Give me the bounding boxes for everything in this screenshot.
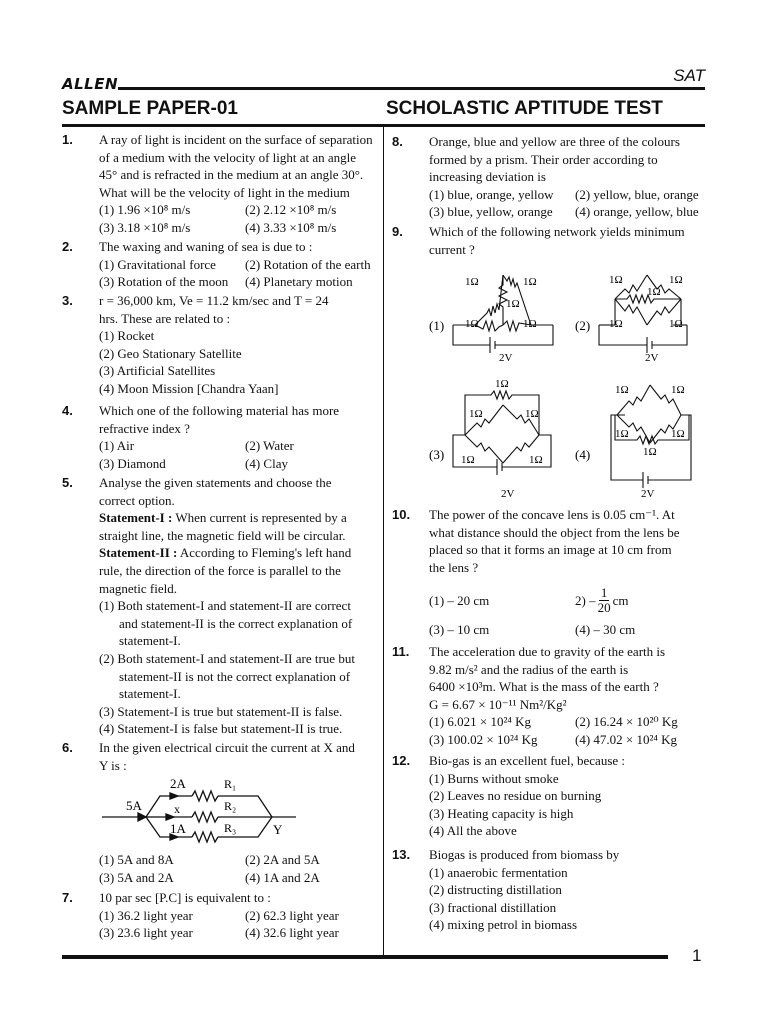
option: (1) Rocket xyxy=(99,328,155,344)
question-text: A ray of light is incident on the surface of separation xyxy=(99,132,373,147)
option: (3) 5A and 2A xyxy=(99,869,174,885)
current-label: 5A xyxy=(126,798,142,813)
option: (1) Burns without smoke xyxy=(429,770,559,786)
option: (4) Clay xyxy=(245,455,288,471)
question-number: 4. xyxy=(62,403,73,418)
exam-badge: SAT xyxy=(673,66,705,85)
option: (2) Rotation of the earth xyxy=(245,256,371,272)
option: (2) distructing distillation xyxy=(429,882,562,898)
statement-text: rule, the direction of the force is parallel to the xyxy=(99,562,341,578)
option: (1) – 20 cm xyxy=(429,593,490,609)
resistor-label: 1Ω xyxy=(506,298,520,310)
option: (4) Statement-I is false but statement-II is true. xyxy=(99,721,343,737)
question-1 xyxy=(62,131,375,237)
option: (4) Planetary motion xyxy=(245,274,353,290)
option: (1) Air xyxy=(99,438,135,454)
option: (1) 6.021 × 10²⁴ Kg xyxy=(429,714,532,730)
question-text: increasing deviation is xyxy=(429,169,546,185)
question-number: 1. xyxy=(62,132,73,147)
option: (3) fractional distillation xyxy=(429,899,557,915)
option-fraction xyxy=(575,586,705,615)
current-label: 2A xyxy=(170,776,186,791)
column-divider xyxy=(383,127,384,957)
current-label: 1A xyxy=(170,821,186,836)
resistor-label: R₃ xyxy=(224,821,237,835)
resistor-label: 1Ω xyxy=(609,274,623,286)
resistor-label: 1Ω xyxy=(615,428,629,440)
question-9 xyxy=(392,223,705,258)
question-text: Bio-gas is an excellent fuel, because : xyxy=(429,753,626,768)
question-text: current ? xyxy=(429,241,475,257)
resistor-label: R₂ xyxy=(224,799,237,813)
question-text: 9.82 m/s² and the radius of the earth is xyxy=(429,661,629,677)
question-5 xyxy=(62,474,375,738)
option: (3) 3.18 ×10⁸ m/s xyxy=(99,219,191,235)
battery-label: 2V xyxy=(641,488,655,500)
option: (3) 23.6 light year xyxy=(99,925,193,941)
resistor-label: 1Ω xyxy=(669,274,683,286)
node-label: x xyxy=(174,802,180,816)
question-number: 13. xyxy=(392,847,411,862)
question-text: The waxing and waning of sea is due to : xyxy=(99,239,313,254)
statement-text: According to Fleming's left hand xyxy=(179,545,352,561)
question-text: Which of the following network yields minimum xyxy=(429,224,685,239)
option: (2) yellow, blue, orange xyxy=(575,186,699,202)
footer-rule xyxy=(62,955,668,959)
resistor-label: 1Ω xyxy=(615,384,629,396)
option: (4) mixing petrol in biomass xyxy=(429,917,578,933)
resistor-label: 1Ω xyxy=(671,384,685,396)
option: (4) 47.02 × 10²⁴ Kg xyxy=(575,731,678,747)
question-number: 2. xyxy=(62,239,73,254)
question-text: hrs. These are related to : xyxy=(99,310,231,326)
resistor-label: 1Ω xyxy=(495,378,509,390)
question-number: 12. xyxy=(392,753,411,768)
node-label: Y xyxy=(273,822,283,837)
test-title: SCHOLASTIC APTITUDE TEST xyxy=(386,98,663,119)
resistor-label: 1Ω xyxy=(529,454,543,466)
fraction-denominator: 20 xyxy=(597,600,611,616)
option: (4) Moon Mission [Chandra Yaan] xyxy=(99,380,279,396)
battery-label: 2V xyxy=(499,352,513,364)
question-10 xyxy=(392,506,705,639)
resistor-label: 1Ω xyxy=(523,276,537,288)
resistor-label: 1Ω xyxy=(465,318,479,330)
question-number: 3. xyxy=(62,293,73,308)
battery-label: 2V xyxy=(501,488,515,500)
option: statement-I. xyxy=(119,633,181,649)
question-text: The power of the concave lens is 0.05 cm⁻¹. At xyxy=(429,507,675,522)
option: statement-II is not the correct explanation of xyxy=(119,668,351,684)
resistor-label: 1Ω xyxy=(465,276,479,288)
question-number: 9. xyxy=(392,224,403,239)
parallel-circuit-diagram xyxy=(100,774,300,844)
question-8 xyxy=(392,133,705,221)
option: (2) 2.12 ×10⁸ m/s xyxy=(245,202,337,218)
question-number: 5. xyxy=(62,475,73,490)
resistor-label: 1Ω xyxy=(525,408,539,420)
header-rule xyxy=(118,87,705,90)
resistor-label: 1Ω xyxy=(671,428,685,440)
paper-title: SAMPLE PAPER-01 xyxy=(62,98,238,119)
option: (3) – 10 cm xyxy=(429,622,490,638)
option-label: (1) xyxy=(429,318,445,333)
question-number: 8. xyxy=(392,134,403,149)
option: (3) Diamond xyxy=(99,455,166,471)
option: (3) Artificial Satellites xyxy=(99,363,216,379)
question-11 xyxy=(392,643,705,749)
question-text: Y is : xyxy=(99,757,127,773)
question-text: G = 6.67 × 10⁻¹¹ Nm²/Kg² xyxy=(429,696,567,712)
question-12 xyxy=(392,752,705,840)
network-diagrams xyxy=(425,265,715,500)
question-text: In the given electrical circuit the current at X and xyxy=(99,740,355,755)
resistor-label: 1Ω xyxy=(609,318,623,330)
question-number: 6. xyxy=(62,740,73,755)
option: (2) 16.24 × 10²⁰ Kg xyxy=(575,714,678,730)
question-number: 7. xyxy=(62,890,73,905)
question-6-options xyxy=(62,851,375,886)
resistor-label: 1Ω xyxy=(669,318,683,330)
fraction-numerator: 1 xyxy=(600,585,608,601)
option: (2) Geo Stationary Satellite xyxy=(99,345,242,361)
question-3 xyxy=(62,292,375,398)
question-2 xyxy=(62,238,375,291)
statement-label: Statement-I : xyxy=(99,510,173,526)
resistor-label: 1Ω xyxy=(469,408,483,420)
statement-text: When current is represented by a xyxy=(175,510,347,526)
question-text: Orange, blue and yellow are three of the colours xyxy=(429,134,680,149)
question-text: what distance should the object from the lens be xyxy=(429,524,680,540)
page-number: 1 xyxy=(692,946,702,965)
question-text: refractive index ? xyxy=(99,420,190,436)
question-4 xyxy=(62,402,375,472)
resistor-label: R₁ xyxy=(224,777,237,791)
question-text: 6400 ×10³m. What is the mass of the earth ? xyxy=(429,679,659,695)
question-text: Analyse the given statements and choose the xyxy=(99,475,332,490)
option: (1) anaerobic fermentation xyxy=(429,864,568,880)
option: (4) – 30 cm xyxy=(575,622,636,638)
question-text: of a medium with the velocity of light at an angle xyxy=(99,149,357,165)
option: (4) 32.6 light year xyxy=(245,925,339,941)
resistor-label: 1Ω xyxy=(643,446,657,458)
option: (2) Both statement-I and statement-II are true but xyxy=(99,650,355,666)
option: statement-I. xyxy=(119,686,181,702)
option: (3) Heating capacity is high xyxy=(429,805,574,821)
option-label: (4) xyxy=(575,447,591,462)
question-text: 45° and is refracted in the medium at an angle 30°. xyxy=(99,167,364,183)
option: (3) blue, yellow, orange xyxy=(429,204,553,220)
network-2 xyxy=(599,275,687,353)
option: (1) blue, orange, yellow xyxy=(429,186,554,202)
option-label: (3) xyxy=(429,447,445,462)
option: and statement-II is the correct explanation of xyxy=(119,615,353,631)
question-text: r = 36,000 km, Ve = 11.2 km/sec and T = 24 xyxy=(99,293,329,308)
option-label: (2) xyxy=(575,318,591,333)
battery-label: 2V xyxy=(645,352,659,364)
resistor-label: 1Ω xyxy=(523,318,537,330)
option: (1) 5A and 8A xyxy=(99,852,174,867)
option: (2) Leaves no residue on burning xyxy=(429,788,602,804)
option: (1) Gravitational force xyxy=(99,256,216,272)
option: (1) 1.96 ×10⁸ m/s xyxy=(99,202,191,218)
statement-text: straight line, the magnetic field will be circular. xyxy=(99,527,346,543)
question-text: the lens ? xyxy=(429,559,479,575)
question-text: Which one of the following material has more xyxy=(99,403,340,418)
question-number: 10. xyxy=(392,507,411,522)
statement-label: Statement-II : xyxy=(99,545,178,561)
resistor-label: 1Ω xyxy=(647,286,661,298)
question-6 xyxy=(62,739,375,774)
resistor-label: 1Ω xyxy=(461,454,475,466)
option-prefix: 2) – xyxy=(575,593,596,609)
question-text: correct option. xyxy=(99,492,175,508)
option: (4) All the above xyxy=(429,823,517,839)
question-text: placed so that it forms an image at 10 cm from xyxy=(429,542,672,558)
option: (2) 62.3 light year xyxy=(245,907,339,923)
option: (1) Both statement-I and statement-II are correct xyxy=(99,598,351,614)
option-unit: cm xyxy=(612,593,629,609)
question-13 xyxy=(392,846,705,934)
question-text: The acceleration due to gravity of the earth is xyxy=(429,644,666,659)
option: (3) Rotation of the moon xyxy=(99,274,229,290)
question-number: 11. xyxy=(392,644,410,659)
question-text: 10 par sec [P.C] is equivalent to : xyxy=(99,890,271,905)
option: (4) 3.33 ×10⁸ m/s xyxy=(245,219,337,235)
option: (2) 2A and 5A xyxy=(245,852,320,867)
option: (3) Statement-I is true but statement-II is false. xyxy=(99,703,343,719)
option: (3) 100.02 × 10²⁴ Kg xyxy=(429,731,538,747)
question-text: What will be the velocity of light in the medium xyxy=(99,184,350,200)
option: (4) 1A and 2A xyxy=(245,869,320,885)
brand-logo: ALLEN xyxy=(62,75,119,93)
option: (2) Water xyxy=(245,438,294,454)
question-text: Biogas is produced from biomass by xyxy=(429,847,620,862)
question-text: formed by a prism. Their order according to xyxy=(429,151,658,167)
question-7 xyxy=(62,889,375,942)
statement-text: magnetic field. xyxy=(99,580,177,596)
option: (4) orange, yellow, blue xyxy=(575,204,699,220)
option: (1) 36.2 light year xyxy=(99,907,193,923)
